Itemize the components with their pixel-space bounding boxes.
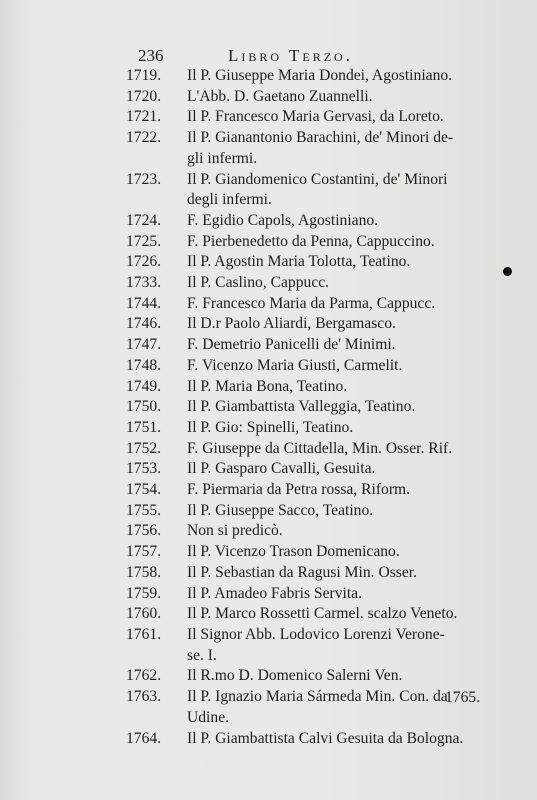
list-item xyxy=(126,563,516,584)
list-item xyxy=(126,232,516,253)
list-item xyxy=(126,170,516,191)
entry-continuation: Udine. xyxy=(187,708,230,726)
preacher-list xyxy=(126,66,516,749)
entry-year: 1757. xyxy=(126,543,162,561)
entry-year: 1749. xyxy=(126,377,162,395)
entry-year: 1753. xyxy=(126,460,162,478)
list-item xyxy=(126,521,516,542)
list-item xyxy=(126,66,516,87)
entry-year: 1726. xyxy=(126,253,162,271)
entry-text: Il P. Giandomenico Costantini, de' Minori xyxy=(187,170,448,188)
entry-text: F. Vicenzo Maria Giusti, Carmelit. xyxy=(187,356,403,374)
entry-text: Il P. Giambattista Valleggia, Teatino. xyxy=(187,398,416,416)
list-item xyxy=(126,377,516,398)
entry-text: Il P. Maria Bona, Teatino. xyxy=(187,377,348,395)
entry-text: F. Giuseppe da Cittadella, Min. Osser. Rif. xyxy=(187,439,453,457)
entry-text: Il P. Ignazio Maria Sármeda Min. Con. da xyxy=(187,688,448,706)
list-item xyxy=(126,294,516,315)
entry-text: F. Egidio Capols, Agostiniano. xyxy=(187,211,379,229)
entry-text: Il P. Caslino, Cappucc. xyxy=(187,274,330,292)
entry-text: Il P. Vicenzo Trason Domenicano. xyxy=(187,543,400,561)
entry-text: Il R.mo D. Domenico Salerni Ven. xyxy=(187,667,403,685)
entry-text: F. Piermaria da Petra rossa, Riform. xyxy=(187,481,411,499)
entry-continuation: gli infermi. xyxy=(187,149,258,167)
entry-text: Il P. Amadeo Fabris Servita. xyxy=(187,584,362,602)
list-item xyxy=(126,625,516,646)
entry-year: 1758. xyxy=(126,563,162,581)
entry-year: 1719. xyxy=(126,67,162,84)
page-number: 236 xyxy=(138,46,164,65)
entry-year: 1761. xyxy=(126,625,162,643)
list-item xyxy=(126,128,516,149)
entry-year: 1759. xyxy=(126,584,162,602)
entry-year: 1721. xyxy=(126,108,162,126)
entry-year: 1754. xyxy=(126,481,162,499)
list-item xyxy=(126,211,516,232)
list-item xyxy=(126,87,516,108)
entry-text: L'Abb. D. Gaetano Zuannelli. xyxy=(187,87,373,105)
entry-text: Il P. Gasparo Cavalli, Gesuita. xyxy=(187,460,376,478)
entry-text: Non si predicò. xyxy=(187,522,283,540)
entry-text: F. Pierbenedetto da Penna, Cappuccino. xyxy=(187,232,435,250)
entry-text: F. Francesco Maria da Parma, Cappucc. xyxy=(187,294,436,312)
ink-blot xyxy=(503,267,512,276)
entry-continuation: se. I. xyxy=(187,646,217,664)
list-item xyxy=(126,501,516,522)
entry-year: 1750. xyxy=(126,398,162,416)
entry-text: Il P. Gio: Spinelli, Teatino. xyxy=(187,418,354,436)
list-item xyxy=(126,480,516,501)
list-item xyxy=(126,439,516,460)
list-item xyxy=(126,666,516,687)
entry-year: 1748. xyxy=(126,356,162,374)
running-head: Libro Terzo. xyxy=(228,46,353,65)
entry-text: F. Demetrio Panicelli de' Minimi. xyxy=(187,336,396,354)
entry-year: 1763. xyxy=(126,688,162,706)
list-item xyxy=(126,273,516,294)
list-item xyxy=(126,604,516,625)
entry-continuation: degli infermi. xyxy=(187,191,272,209)
list-item xyxy=(126,729,516,750)
entry-year: 1755. xyxy=(126,501,162,519)
entry-year: 1720. xyxy=(126,87,162,105)
list-item xyxy=(126,459,516,480)
list-item xyxy=(126,335,516,356)
entry-year: 1764. xyxy=(126,729,162,747)
entry-year: 1756. xyxy=(126,522,162,540)
list-item xyxy=(126,356,516,377)
catchword: 1765. xyxy=(445,689,481,706)
entry-year: 1725. xyxy=(126,232,162,250)
list-item xyxy=(126,107,516,128)
entry-text: Il P. Sebastian da Ragusi Min. Osser. xyxy=(187,563,417,581)
entry-text: Il P. Agostin Maria Tolotta, Teatino. xyxy=(187,253,411,271)
list-item xyxy=(126,584,516,605)
entry-text: Il P. Francesco Maria Gervasi, da Loreto. xyxy=(187,108,444,126)
entry-year: 1746. xyxy=(126,315,162,333)
entry-year: 1744. xyxy=(126,294,162,312)
entry-text: Il P. Giuseppe Maria Dondei, Agostiniano. xyxy=(187,67,453,84)
entry-year: 1752. xyxy=(126,439,162,457)
entry-year: 1747. xyxy=(126,336,162,354)
entry-text: Il D.r Paolo Aliardi, Bergamasco. xyxy=(187,315,396,333)
list-item xyxy=(126,542,516,563)
entry-year: 1733. xyxy=(126,274,162,292)
entry-year: 1762. xyxy=(126,667,162,685)
list-item xyxy=(126,314,516,335)
entry-text: Il Signor Abb. Lodovico Lorenzi Verone- xyxy=(187,625,445,643)
list-item xyxy=(126,418,516,439)
entry-year: 1751. xyxy=(126,418,162,436)
entry-year: 1723. xyxy=(126,170,162,188)
entry-text: Il P. Marco Rossetti Carmel. scalzo Veneto. xyxy=(187,605,458,623)
entry-year: 1722. xyxy=(126,129,162,147)
list-item xyxy=(126,397,516,418)
page-header xyxy=(138,46,438,68)
entry-text: Il P. Giuseppe Sacco, Teatino. xyxy=(187,501,374,519)
entry-text: Il P. Giambattista Calvi Gesuita da Bologna. xyxy=(187,729,464,747)
entry-year: 1724. xyxy=(126,211,162,229)
list-item xyxy=(126,252,516,273)
entry-text: Il P. Gianantonio Barachini, de' Minori de- xyxy=(187,129,454,147)
entry-year: 1760. xyxy=(126,605,162,623)
